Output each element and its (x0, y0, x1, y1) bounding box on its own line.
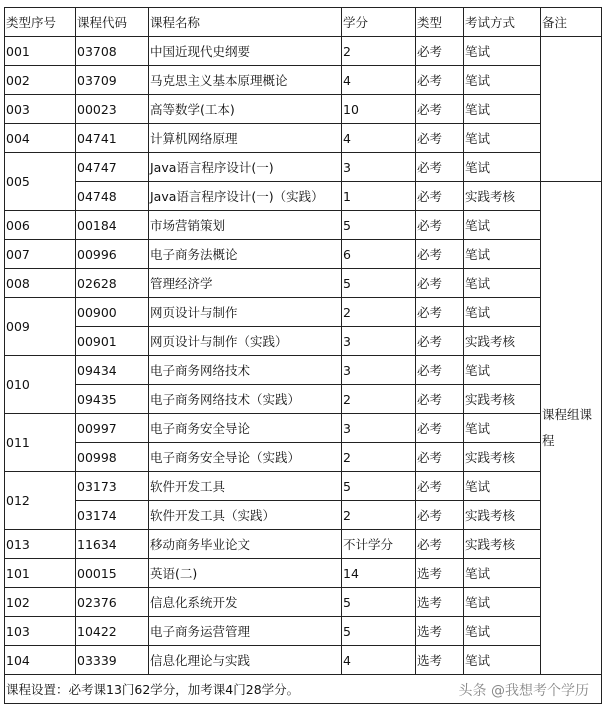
code-cell: 04747 (76, 153, 149, 182)
seq-cell: 007 (5, 240, 76, 269)
exam-cell: 笔试 (464, 559, 541, 588)
name-cell: 移动商务毕业论文 (149, 530, 342, 559)
name-cell: 高等数学(工本) (149, 95, 342, 124)
name-cell: Java语言程序设计(一) (149, 153, 342, 182)
type-cell: 必考 (416, 414, 464, 443)
exam-cell: 笔试 (464, 124, 541, 153)
name-cell: 电子商务安全导论（实践） (149, 443, 342, 472)
seq-cell: 009 (5, 298, 76, 356)
type-cell: 必考 (416, 269, 464, 298)
exam-cell: 笔试 (464, 240, 541, 269)
table-row (5, 385, 602, 414)
seq-cell: 012 (5, 472, 76, 530)
code-cell: 03708 (76, 37, 149, 66)
code-cell: 04748 (76, 182, 149, 211)
seq-cell: 001 (5, 37, 76, 66)
name-cell: 电子商务网络技术（实践） (149, 385, 342, 414)
exam-cell: 实践考核 (464, 530, 541, 559)
name-cell: 市场营销策划 (149, 211, 342, 240)
name-cell: 信息化系统开发 (149, 588, 342, 617)
seq-cell: 005 (5, 153, 76, 211)
code-cell: 00901 (76, 327, 149, 356)
credit-cell: 5 (342, 472, 416, 501)
credit-cell: 3 (342, 356, 416, 385)
header-cell: 课程名称 (149, 8, 342, 37)
credit-cell: 5 (342, 588, 416, 617)
seq-cell: 104 (5, 646, 76, 675)
credit-cell: 3 (342, 327, 416, 356)
remark-cell-empty (541, 37, 602, 182)
type-cell: 必考 (416, 443, 464, 472)
exam-cell: 笔试 (464, 617, 541, 646)
credit-cell: 4 (342, 66, 416, 95)
seq-cell: 011 (5, 414, 76, 472)
code-cell: 00998 (76, 443, 149, 472)
seq-cell: 101 (5, 559, 76, 588)
table-row (5, 298, 602, 327)
code-cell: 03173 (76, 472, 149, 501)
code-cell: 00184 (76, 211, 149, 240)
footer-cell (5, 675, 602, 704)
code-cell: 04741 (76, 124, 149, 153)
type-cell: 选考 (416, 588, 464, 617)
credit-cell: 5 (342, 211, 416, 240)
code-cell: 10422 (76, 617, 149, 646)
table-row (5, 472, 602, 501)
credit-cell: 2 (342, 37, 416, 66)
name-cell: 电子商务法概论 (149, 240, 342, 269)
table-row (5, 269, 602, 298)
table-row (5, 211, 602, 240)
table-row (5, 153, 602, 182)
name-cell: 管理经济学 (149, 269, 342, 298)
header-cell: 考试方式 (464, 8, 541, 37)
course-summary: 课程设置：必考课13门62学分，加考课4门28学分。 (6, 682, 300, 697)
credit-cell: 2 (342, 501, 416, 530)
course-table (4, 7, 602, 704)
table-row (5, 356, 602, 385)
exam-cell: 笔试 (464, 66, 541, 95)
table-row (5, 66, 602, 95)
seq-cell: 013 (5, 530, 76, 559)
table-row (5, 530, 602, 559)
type-cell: 必考 (416, 356, 464, 385)
exam-cell: 实践考核 (464, 327, 541, 356)
credit-cell: 4 (342, 124, 416, 153)
type-cell: 必考 (416, 472, 464, 501)
name-cell: 马克思主义基本原理概论 (149, 66, 342, 95)
name-cell: Java语言程序设计(一)（实践） (149, 182, 342, 211)
exam-cell: 笔试 (464, 37, 541, 66)
credit-cell: 2 (342, 443, 416, 472)
credit-cell: 1 (342, 182, 416, 211)
credit-cell: 4 (342, 646, 416, 675)
table-row (5, 182, 602, 211)
table-row (5, 37, 602, 66)
code-cell: 03174 (76, 501, 149, 530)
name-cell: 网页设计与制作 (149, 298, 342, 327)
type-cell: 必考 (416, 298, 464, 327)
credit-cell: 10 (342, 95, 416, 124)
credit-cell: 3 (342, 414, 416, 443)
type-cell: 选考 (416, 559, 464, 588)
name-cell: 计算机网络原理 (149, 124, 342, 153)
table-row (5, 124, 602, 153)
type-cell: 必考 (416, 95, 464, 124)
exam-cell: 笔试 (464, 588, 541, 617)
header-cell: 课程代码 (76, 8, 149, 37)
table-row (5, 588, 602, 617)
type-cell: 必考 (416, 240, 464, 269)
header-cell: 学分 (342, 8, 416, 37)
type-cell: 必考 (416, 385, 464, 414)
code-cell: 09434 (76, 356, 149, 385)
name-cell: 电子商务安全导论 (149, 414, 342, 443)
name-cell: 信息化理论与实践 (149, 646, 342, 675)
code-cell: 03709 (76, 66, 149, 95)
seq-cell: 004 (5, 124, 76, 153)
exam-cell: 笔试 (464, 153, 541, 182)
footer-row (5, 675, 602, 704)
exam-cell: 笔试 (464, 414, 541, 443)
name-cell: 电子商务运营管理 (149, 617, 342, 646)
type-cell: 选考 (416, 646, 464, 675)
seq-cell: 003 (5, 95, 76, 124)
name-cell: 中国近现代史纲要 (149, 37, 342, 66)
code-cell: 03339 (76, 646, 149, 675)
credit-cell: 不计学分 (342, 530, 416, 559)
type-cell: 选考 (416, 617, 464, 646)
code-cell: 00996 (76, 240, 149, 269)
seq-cell: 006 (5, 211, 76, 240)
seq-cell: 008 (5, 269, 76, 298)
seq-cell: 010 (5, 356, 76, 414)
code-cell: 02376 (76, 588, 149, 617)
table-row (5, 327, 602, 356)
seq-cell: 102 (5, 588, 76, 617)
name-cell: 软件开发工具（实践） (149, 501, 342, 530)
type-cell: 必考 (416, 327, 464, 356)
exam-cell: 笔试 (464, 298, 541, 327)
code-cell: 00900 (76, 298, 149, 327)
credit-cell: 5 (342, 269, 416, 298)
credit-cell: 2 (342, 298, 416, 327)
code-cell: 02628 (76, 269, 149, 298)
credit-cell: 5 (342, 617, 416, 646)
code-cell: 11634 (76, 530, 149, 559)
exam-cell: 笔试 (464, 646, 541, 675)
table-row (5, 646, 602, 675)
name-cell: 英语(二) (149, 559, 342, 588)
exam-cell: 笔试 (464, 269, 541, 298)
exam-cell: 实践考核 (464, 443, 541, 472)
type-cell: 必考 (416, 530, 464, 559)
type-cell: 必考 (416, 501, 464, 530)
header-cell: 类型 (416, 8, 464, 37)
exam-cell: 实践考核 (464, 182, 541, 211)
exam-cell: 笔试 (464, 95, 541, 124)
code-cell: 00997 (76, 414, 149, 443)
seq-cell: 002 (5, 66, 76, 95)
header-row (5, 8, 602, 37)
exam-cell: 笔试 (464, 211, 541, 240)
name-cell: 电子商务网络技术 (149, 356, 342, 385)
table-row (5, 95, 602, 124)
name-cell: 网页设计与制作（实践） (149, 327, 342, 356)
code-cell: 00023 (76, 95, 149, 124)
table-row (5, 414, 602, 443)
type-cell: 必考 (416, 37, 464, 66)
credit-cell: 2 (342, 385, 416, 414)
table-row (5, 617, 602, 646)
remark-cell: 课程组课程 (541, 182, 602, 675)
table-row (5, 443, 602, 472)
seq-cell: 103 (5, 617, 76, 646)
header-cell: 备注 (541, 8, 602, 37)
type-cell: 必考 (416, 153, 464, 182)
credit-cell: 14 (342, 559, 416, 588)
code-cell: 00015 (76, 559, 149, 588)
header-cell: 类型序号 (5, 8, 76, 37)
watermark: 头条 @我想考个学历 (458, 683, 589, 699)
exam-cell: 实践考核 (464, 385, 541, 414)
exam-cell: 笔试 (464, 472, 541, 501)
exam-cell: 笔试 (464, 356, 541, 385)
exam-cell: 实践考核 (464, 501, 541, 530)
code-cell: 09435 (76, 385, 149, 414)
type-cell: 必考 (416, 182, 464, 211)
table-row (5, 501, 602, 530)
credit-cell: 6 (342, 240, 416, 269)
type-cell: 必考 (416, 211, 464, 240)
type-cell: 必考 (416, 124, 464, 153)
table-row (5, 559, 602, 588)
type-cell: 必考 (416, 66, 464, 95)
table-row (5, 240, 602, 269)
credit-cell: 3 (342, 153, 416, 182)
name-cell: 软件开发工具 (149, 472, 342, 501)
